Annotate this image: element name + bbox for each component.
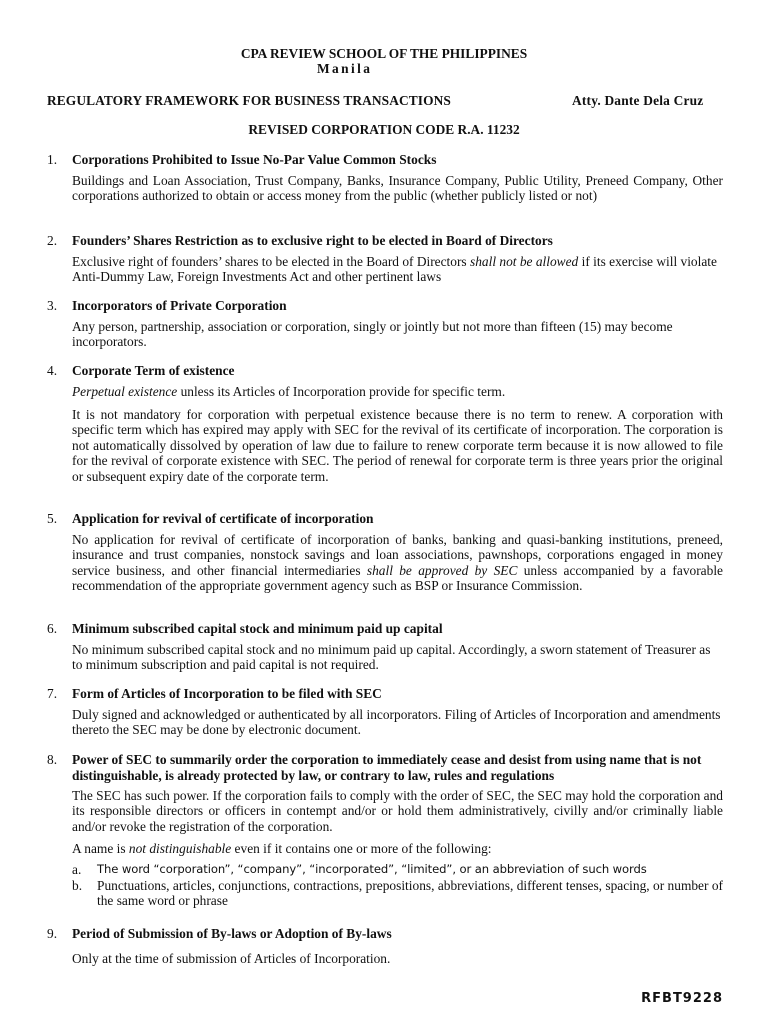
list-text: Punctuations, articles, conjunctions, contractions, prepositions, abbreviations, different tenses, spacing, or number of the same word or phrase [97, 878, 723, 909]
section-number: 6. [47, 621, 58, 636]
emphasis-text: Perpetual existence [72, 384, 178, 399]
section-paragraph: Buildings and Loan Association, Trust Company, Banks, Insurance Company, Public Utility, Preneed Company, Other corporations authorized to obtain or access money from the public (whether publicly listed or not) [72, 173, 723, 204]
section-paragraph: Only at the time of submission of Articles of Incorporation. [72, 951, 391, 966]
section-paragraph: A name is not distinguishable even if it contains one or more of the following: [72, 841, 492, 856]
section-paragraph: Exclusive right of founders’ shares to be elected in the Board of Directors shall not be allowed if its exercise will violate Anti-Dummy Law, Foreign Investments Act and other pertinent laws [72, 254, 717, 285]
section-number: 4. [47, 363, 58, 378]
section-title: Corporate Term of existence [72, 363, 235, 378]
emphasis-text: shall be approved by SEC [366, 562, 518, 578]
list-marker: a. [72, 862, 82, 877]
section-number: 8. [47, 752, 58, 767]
section-number: 2. [47, 233, 58, 248]
section-title: Incorporators of Private Corporation [72, 298, 287, 313]
section-paragraph: Duly signed and acknowledged or authenticated by all incorporators. Filing of Articles of Incorporation and amendments thereto the SEC may be done by electronic document. [72, 707, 721, 738]
section-title: Period of Submission of By-laws or Adoption of By-laws [72, 926, 392, 941]
section-number: 1. [47, 152, 58, 167]
section-title: Minimum subscribed capital stock and minimum paid up capital [72, 621, 443, 636]
list-text: The word “corporation”, “company”, “incorporated”, “limited”, or an abbreviation of such words [97, 862, 647, 876]
section-number: 3. [47, 298, 58, 313]
section-title: Corporations Prohibited to Issue No-Par Value Common Stocks [72, 152, 437, 167]
emphasis-text: not distinguishable [128, 841, 232, 856]
section-paragraph: It is not mandatory for corporation with perpetual existence because there is no term to renew. A corporation with specific term which has expired may apply with SEC for the revival of its certificate of incorporation. The corporation is not automatically dissolved by operation of law due to failure to renew corporate term because it is now allowed to file for the revival of corporate existence with SEC. The period of renewal for corporate term is three years prior the original or subsequent expiry date of the corporate term. [72, 407, 723, 484]
section-paragraph: Perpetual existence unless its Articles of Incorporation provide for specific term. [72, 384, 506, 399]
emphasis-text: shall not be allowed [470, 254, 579, 269]
section-title: Power of SEC to summarily order the corporation to immediately cease and desist from using name that is not distinguishable, is already protected by law, or contrary to law, rules and regulations [72, 752, 702, 783]
city-name: Manila [317, 61, 373, 76]
author-name: Atty. Dante Dela Cruz [572, 93, 704, 108]
section-paragraph: Any person, partnership, association or corporation, singly or jointly but not more than fifteen (15) may become incorporators. [72, 319, 673, 350]
document-code: RFBT9228 [641, 991, 723, 1006]
section-paragraph: The SEC has such power. If the corporation fails to comply with the order of SEC, the SEC may hold the corporation and its responsible directors or officers in contempt and/or or hold them administratively, civilly and/or criminally liable and/or revoke the registration of the corporation. [72, 788, 723, 834]
section-number: 5. [47, 511, 58, 526]
section-paragraph: No minimum subscribed capital stock and no minimum paid up capital. Accordingly, a sworn statement of Treasurer as to minimum subscription and paid capital is not required. [72, 642, 711, 673]
section-title: Application for revival of certificate of incorporation [72, 511, 374, 526]
list-marker: b. [72, 878, 83, 893]
section-paragraph: No application for revival of certificate of incorporation of banks, banking and quasi-banking institutions, preneed, insurance and trust companies, nonstock savings and loan associations, pawnshops, corporations engaged in money service business, and other financial intermediaries shall be approved by SEC unless accompanied by a favorable recommendation of the appropriate government agency such as BSP or Insurance Commission. [72, 532, 723, 594]
section-title: Form of Articles of Incorporation to be filed with SEC [72, 686, 382, 701]
school-name: CPA REVIEW SCHOOL OF THE PHILIPPINES [240, 46, 528, 61]
section-title: Founders’ Shares Restriction as to exclusive right to be elected in Board of Directors [72, 233, 553, 248]
section-number: 7. [47, 686, 58, 701]
section-number: 9. [47, 926, 58, 941]
document-subject: REVISED CORPORATION CODE R.A. 11232 [248, 122, 520, 137]
course-title: REGULATORY FRAMEWORK FOR BUSINESS TRANSACTIONS [47, 93, 451, 108]
